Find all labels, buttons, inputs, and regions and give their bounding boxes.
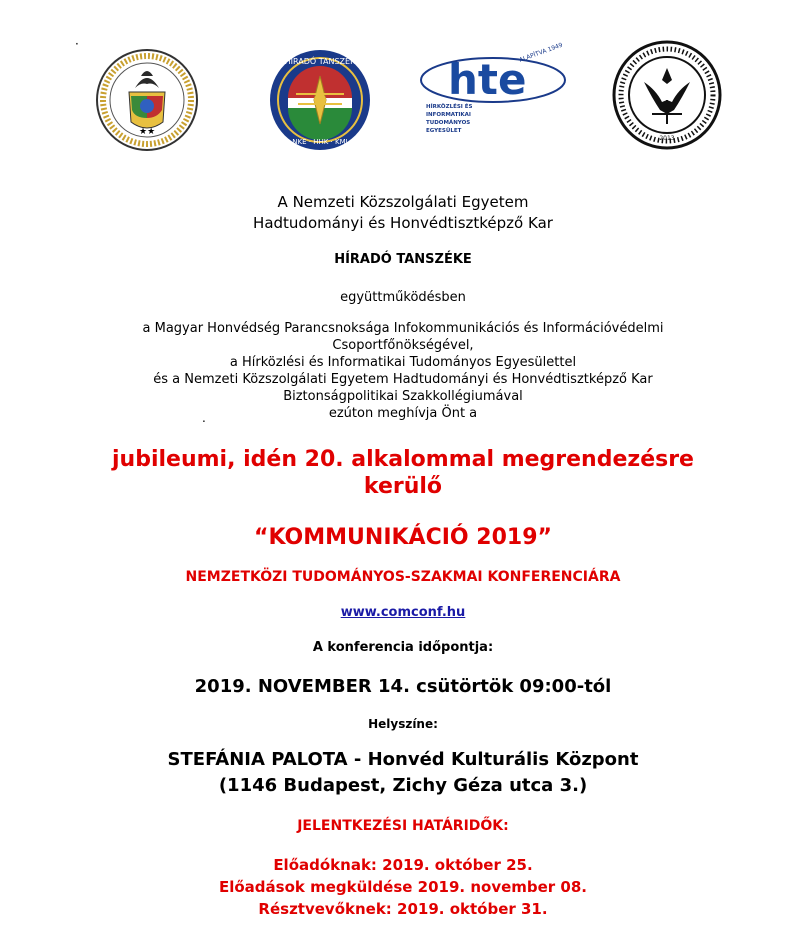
svg-text:INFORMATIKAI: INFORMATIKAI <box>426 112 471 118</box>
university-name: A Nemzeti Közszolgálati Egyetem <box>277 193 529 211</box>
partner-line: Biztonságpolitikai Szakkollégiumával <box>283 389 523 404</box>
stray-dot: · <box>75 37 79 51</box>
hirado-tanszek-emblem-logo <box>268 48 372 152</box>
jubilee-line-1: jubileumi, idén 20. alkalommal megrendezésre <box>112 447 694 472</box>
venue-name: STEFÁNIA PALOTA - Honvéd Kulturális Központ <box>167 749 639 770</box>
website-container <box>0 605 806 620</box>
deadline-item: Előadóknak: 2019. október 25. <box>273 856 533 874</box>
partner-line: és a Nemzeti Közszolgálati Egyetem Hadtudományi és Honvédtisztképző Kar <box>153 372 653 387</box>
invitation-line: ezúton meghívja Önt a <box>328 406 478 421</box>
mh-parancsnoksag-seal-logo <box>95 48 199 152</box>
partner-line: a Magyar Honvédség Parancsnoksága Infokommunikációs és Információvédelmi <box>142 321 664 336</box>
hte-wordmark: hte <box>448 55 527 104</box>
deadline-item: Résztvevőknek: 2019. október 31. <box>258 900 548 918</box>
logo-row <box>0 37 806 150</box>
hte-founded-badge: ALAPÍTVA 1949 <box>518 42 564 64</box>
deadlines-title: JELENTKEZÉSI HATÁRIDŐK: <box>297 818 509 834</box>
date-label: A konferencia időpontja: <box>312 640 494 655</box>
conference-title: “KOMMUNIKÁCIÓ 2019” <box>254 525 552 550</box>
department-name: HÍRADÓ TANSZÉKE <box>334 252 472 267</box>
venue-label: Helyszíne: <box>368 717 438 731</box>
conference-date: 2019. NOVEMBER 14. csütörtök 09:00-tól <box>194 676 612 697</box>
jubilee-line-2: kerülő <box>363 474 443 499</box>
hte-logo <box>418 42 568 142</box>
svg-text:★★: ★★ <box>139 127 156 137</box>
biztonsagpolitikai-szakkollegium-seal-logo <box>612 40 722 150</box>
conference-subtitle: NEMZETKÖZI TUDOMÁNYOS-SZAKMAI KONFERENCIÁRA <box>185 569 621 585</box>
emblem-top-text: HÍRADÓ TANSZÉK <box>284 57 356 66</box>
svg-text:TUDOMÁNYOS: TUDOMÁNYOS <box>426 120 471 126</box>
svg-text:EGYESÜLET: EGYESÜLET <box>426 128 462 134</box>
emblem-bottom-text: NKE · HHK · KMI <box>292 138 348 146</box>
seal-year: 2013 <box>659 135 675 142</box>
website-link[interactable]: www.comconf.hu <box>340 605 466 620</box>
venue-address: (1146 Budapest, Zichy Géza utca 3.) <box>218 775 588 796</box>
partner-line: a Hírközlési és Informatikai Tudományos Egyesülettel <box>229 355 577 370</box>
cooperation-text: együttműködésben <box>340 290 466 305</box>
partner-line: Csoportfőnökségével, <box>332 338 474 353</box>
faculty-name: Hadtudományi és Honvédtisztképző Kar <box>253 214 553 232</box>
stray-dot: . <box>202 411 206 425</box>
svg-text:HÍRKÖZLÉSI ÉS: HÍRKÖZLÉSI ÉS <box>426 104 473 110</box>
deadline-item: Előadások megküldése 2019. november 08. <box>218 878 587 896</box>
